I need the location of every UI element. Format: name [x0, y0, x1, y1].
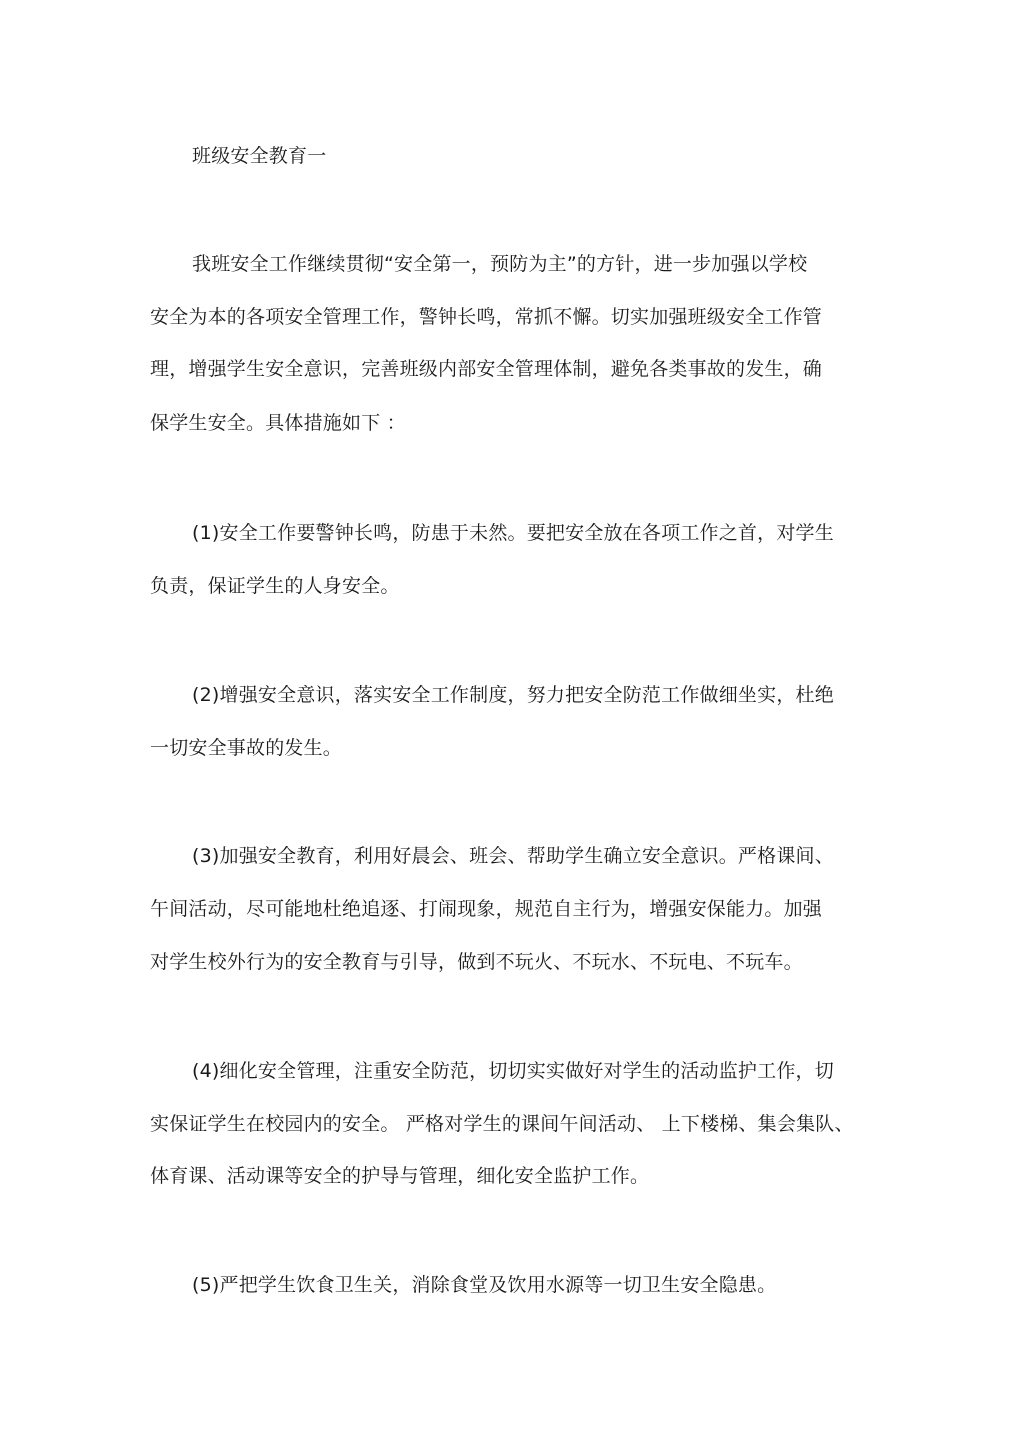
item-3-line-2: 午间活动，尽可能地杜绝追逐、打闹现象，规范自主行为，增强安保能力。加强: [150, 898, 823, 920]
item-5-line-1: (5)严把学生饮食卫生关，消除食堂及饮用水源等一切卫生安全隐患。: [192, 1274, 777, 1296]
intro-line-1: 我班安全工作继续贯彻“安全第一，预防为主”的方针，进一步加强以学校: [192, 253, 808, 275]
intro-line-3: 理，增强学生安全意识，完善班级内部安全管理体制，避免各类事故的发生，确: [150, 358, 823, 380]
item-3-line-3: 对学生校外行为的安全教育与引导，做到不玩火、不玩水、不玩电、不玩车。: [150, 951, 803, 973]
item-2-line-2: 一切安全事故的发生。: [150, 737, 343, 759]
item-3-line-1: (3)加强安全教育，利用好晨会、班会、帮助学生确立安全意识。严格课间、: [192, 845, 834, 867]
document-title: 班级安全教育一: [192, 145, 327, 167]
item-2-line-1: (2)增强安全意识，落实安全工作制度，努力把安全防范工作做细坐实，杜绝: [192, 684, 834, 706]
item-4-line-3: 体育课、活动课等安全的护导与管理，细化安全监护工作。: [150, 1165, 650, 1187]
item-1-line-1: (1)安全工作要警钟长鸣，防患于未然。要把安全放在各项工作之首，对学生: [192, 522, 834, 544]
item-4-line-1: (4)细化安全管理，注重安全防范，切切实实做好对学生的活动监护工作，切: [192, 1060, 834, 1082]
item-4-line-2: 实保证学生在校园内的安全。 严格对学生的课间午间活动、 上下楼梯、集会集队、: [150, 1113, 854, 1135]
item-1-line-2: 负责，保证学生的人身安全。: [150, 575, 400, 597]
intro-line-4: 保学生安全。具体措施如下 ：: [150, 412, 406, 434]
intro-line-2: 安全为本的各项安全管理工作，警钟长鸣，常抓不懈。切实加强班级安全工作管: [150, 306, 823, 328]
